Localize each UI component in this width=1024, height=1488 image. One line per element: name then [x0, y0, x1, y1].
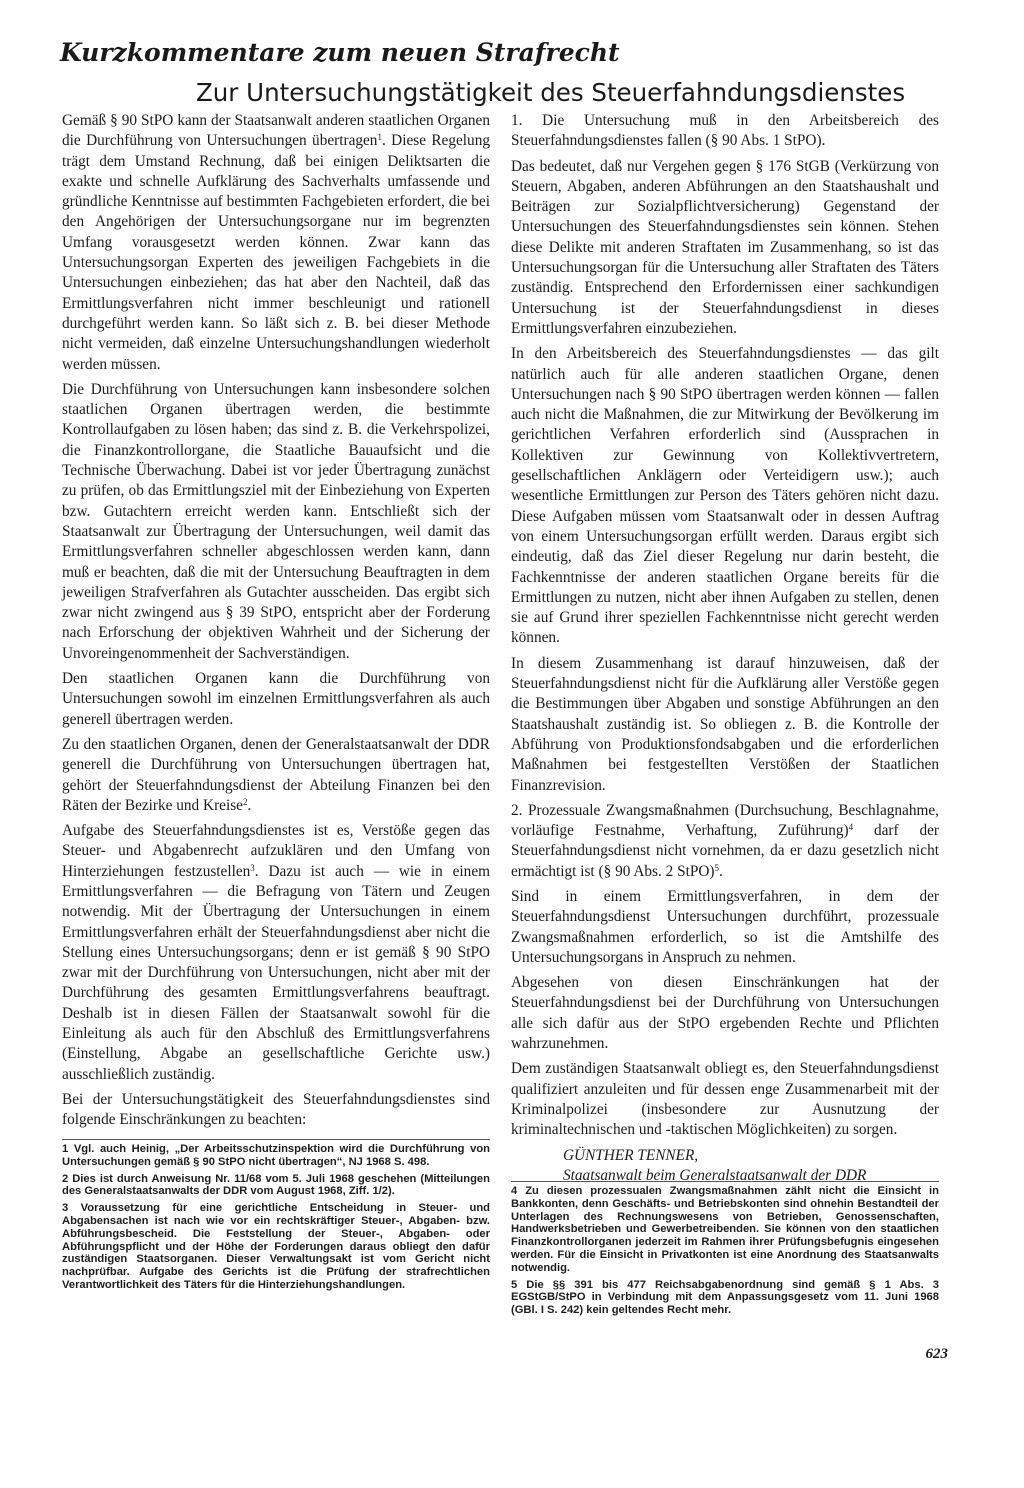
- paragraph: In diesem Zusammenhang ist darauf hinzuweisen, daß der Steuerfahndungsdienst nicht für die Aufklärung aller Verstöße gegen die Bestimmungen über Abgaben und sonstige Abführungen an den Staatshaushalt zuständig ist. So obliegen z. B. die Kontrolle der Abführung von Produktionsfondsabgaben und die erforderlichen Maßnahmen bei festgestellten Verstößen der Staatlichen Finanzrevision.: [511, 654, 939, 794]
- paragraph-text: 2. Prozessuale Zwangsmaßnahmen (Durchsuchung, Beschlagnahme, vorläufige Festnahme, Verhaftung, Zuführung): [511, 801, 939, 840]
- footnote: 5 Die §§ 391 bis 477 Reichsabgabenordnung sind gemäß § 1 Abs. 3 EGStGB/StPO in Verbindung mit dem Anpassungsgesetz vom 11. Juni 1968 (GBl. I S. 242) kein geltendes Recht mehr.: [511, 1278, 939, 1317]
- paragraph-text: Aufgabe des Steuerfahndungsdienstes ist es, Verstöße gegen das Steuer- und Abgabenrecht aufzuklären und den Umfang von Hinterziehungen festzustellen: [62, 822, 490, 880]
- paragraph-text: . Dazu ist auch — wie in einem Ermittlungsverfahren — die Befragung von Tätern und Zeugen notwendig. Mit der Übertragung der Untersuchungen in einem Ermittlungsverfahren erhält der Steuerfahndungsdienst aber nicht die Stellung eines Untersuchungsorgans; denn er ist gemäß § 90 StPO zwar mit der Durchführung von Untersuchungen, nicht aber mit der Durchführung des gesamten Ermittlungsverfahrens beauftragt. Deshalb ist in diesen Fällen der Staatsanwalt sowohl für die Einleitung als auch für den Abschluß des Ermittlungsverfahrens (Einstellung, Abgabe an gesellschaftliche Gerichte usw.) ausschließlich zuständig.: [62, 862, 491, 1083]
- footnote-ref: 5: [714, 862, 720, 873]
- page-number: 623: [925, 1346, 948, 1362]
- paragraph: In den Arbeitsbereich des Steuerfahndungsdienstes — das gilt natürlich auch für alle anderen staatlichen Organe, denen Untersuchungen nach § 90 StPO übertragen werden können — fallen auch nicht die Maßnahmen, die zur Mitwirkung der Bevölkerung im gerichtlichen Verfahren erforderlich sind (Aussprachen in Kollektiven zur Gewinnung von Kollektivvertretern, gesellschaftlichen Anklägern oder Verteidigern usw.); auch wesentliche Ermittlungen zur Person des Täters gehören nicht dazu. Diese Aufgaben müssen vom Staatsanwalt oder in dessen Auftrag von einem Untersuchungsorgan erfüllt werden. Daraus ergibt sich eindeutig, daß das Ziel dieser Regelung nur darin besteht, die Fachkenntnisse der anderen staatlichen Organe bereits für die Ermittlungen zu nutzen, nicht aber ihnen Aufgaben zu stellen, denen sie auf Grund ihrer speziellen Fachkenntnisse nicht gerecht werden können.: [511, 345, 939, 647]
- paragraph: Dem zuständigen Staatsanwalt obliegt es, den Steuerfahndungsdienst qualifiziert anzuleiten und für dessen enge Zusammenarbeit mit der Kriminalpolizei (insbesondere zur Ausnutzung der kriminaltechnischen und -taktischen Möglichkeiten) zu sorgen.: [511, 1060, 939, 1139]
- paragraph-text: Zu den staatlichen Organen, denen der Generalstaatsanwalt der DDR generell die Durchführung von Untersuchungen übertragen hat, gehört der Steuerfahndungsdienst der Abteilung Finanzen bei den Räten der Bezirke und Kreise: [62, 735, 490, 814]
- author-name: GÜNTHER TENNER,: [563, 1146, 699, 1164]
- paragraph: Bei der Untersuchungstätigkeit des Steuerfahndungsdienstes sind folgende Einschränkungen zu beachten:: [62, 1090, 490, 1129]
- paragraph-text: .: [247, 796, 252, 814]
- footnote-ref: 2: [242, 796, 248, 807]
- footnote-ref: 3: [250, 862, 255, 873]
- footnotes-right: [511, 1181, 939, 1321]
- paragraph: Das bedeutet, daß nur Vergehen gegen § 176 StGB (Verkürzung von Steuern, Abgaben, anderen Abführungen an den Staatshaushalt und Beiträgen zur Sozialpflichtversicherung) Gegenstand der Untersuchungen des Steuerfahndungsdienstes sein können. Stehen diese Delikte mit anderen Straftaten im Zusammenhang, so ist das Untersuchungsorgan für die Untersuchung aller Straftaten des Täters zuständig. Entsprechend den Erfordernissen einer sachkundigen Untersuchung ist der Steuerfahndungsdienst in dieses Ermittlungsverfahren einzubeziehen.: [511, 157, 939, 337]
- footnote-ref: 1: [377, 132, 382, 143]
- author-role: Staatsanwalt beim Generalstaatsanwalt der DDR: [563, 1166, 867, 1184]
- paragraph: [511, 801, 939, 882]
- paragraph: 1. Die Untersuchung muß in den Arbeitsbereich des Steuerfahndungsdienstes fallen (§ 90 Abs. 1 StPO).: [511, 112, 939, 150]
- paragraph-text: . Diese Regelung trägt dem Umstand Rechnung, daß bei einigen Deliktsarten die exakte und schnelle Aufklärung des Sachverhalts umfassende und gründliche Kenntnisse auf bestimmten Fachgebieten erfordert, die bei den Angehörigen der Untersuchungsorgane nur im begrenzten Umfang vorausgesetzt werden können. Zwar kann das Untersuchungsorgan Experten des jeweiligen Fachgebiets in die Untersuchungen einbeziehen; das hat aber den Nachteil, daß das Ermittlungsverfahren nicht immer beschleunigt und rationell durchgeführt werden kann. So läßt sich z. B. bei dieser Methode nicht vermeiden, daß einzelne Untersuchungshandlungen wiederholt werden müssen.: [62, 132, 490, 373]
- footnote: 1 Vgl. auch Heinig, „Der Arbeitsschutzinspektion wird die Durchführung von Untersuchungen gemäß § 90 StPO nicht übertragen“, NJ 1968 S. 498.: [62, 1143, 490, 1168]
- footnotes-left: [62, 1139, 490, 1296]
- paragraph: Abgesehen von diesen Einschränkungen hat der Steuerfahndungsdienst bei der Durchführung von Untersuchungen alle sich dafür aus der StPO ergebenden Rechte und Pflichten wahrzunehmen.: [511, 974, 939, 1053]
- paragraph: Sind in einem Ermittlungsverfahren, in dem der Steuerfahndungsdienst Untersuchungen durchführt, prozessuale Zwangsmaßnahmen erforderlich, so ist die Amtshilfe des Untersuchungsorgans in Anspruch zu nehmen.: [511, 887, 939, 966]
- left-column: [62, 111, 490, 1136]
- footnote: 2 Dies ist durch Anweisung Nr. 11/68 vom 5. Juli 1968 geschehen (Mitteilungen des Generalstaatsanwalts der DDR vom August 1968, Ziff. 1/2).: [62, 1172, 490, 1198]
- paragraph-text: .: [719, 862, 723, 880]
- article-title: Zur Untersuchungstätigkeit des Steuerfahndungsdienstes: [196, 78, 906, 107]
- footnote: 3 Voraussetzung für eine gerichtliche Entscheidung in Steuer- und Abgabensachen ist nach wie vor ein rechtskräftiger Steuer-, Abgaben- bzw. Abführungsbescheid. Die Feststellung der Steuer-, Abgaben- oder Abführungspflicht und der Höhe der Forderungen daraus obliegt den dafür zuständigen Staatsorganen. Dieser Verwaltungsakt ist vom Gericht nicht nachprüfbar. Aufgabe des Gerichts ist die Prüfung der strafrechtlichen Verantwortlichkeit des Täters für die Hinterziehungshandlungen.: [62, 1202, 490, 1291]
- paragraph-text: Gemäß § 90 StPO kann der Staatsanwalt anderen staatlichen Organen die Durchführung von Untersuchungen übertragen: [62, 112, 490, 150]
- right-column: [511, 111, 939, 1186]
- series-title: Kurzkommentare zum neuen Strafrecht: [60, 38, 620, 67]
- paragraph: Den staatlichen Organen kann die Durchführung von Untersuchungen sowohl im einzelnen Ermittlungsverfahren als auch generell übertragen werden.: [62, 670, 490, 728]
- footnote: 4 Zu diesen prozessualen Zwangsmaßnahmen zählt nicht die Einsicht in Bankkonten, denn Geschäfts- und Betriebskonten sind ohnehin Bestandteil der Unterlagen des Rechnungswesens von Betrieben, Genossenschaften, Handwerksbetrieben und Gewerbetreibenden. Sie können von den staatlichen Finanzkontrollorganen jederzeit im Rahmen ihrer Prüfungsbefugnis eingesehen werden. Für die Einsicht in Privatkonten ist eine Anordnung des Staatsanwalts notwendig.: [511, 1185, 939, 1274]
- paragraph: [62, 735, 490, 816]
- paragraph-text: darf der Steuerfahndungsdienst nicht vornehmen, da er dazu gesetzlich nicht ermächtigt ist (§ 90 Abs. 2 StPO): [511, 822, 939, 880]
- paragraph: [62, 111, 490, 375]
- paragraph: Die Durchführung von Untersuchungen kann insbesondere solchen staatlichen Organen übertragen werden, die bestimmte Kontrollaufgaben zu lösen haben; das sind z. B. die Verkehrspolizei, die Finanzkontrollorgane, die Staatliche Bauaufsicht und die Technische Überwachung. Dabei ist vor jeder Übertragung zunächst zu prüfen, ob das Ermittlungsziel mit der Einbeziehung von Experten bzw. Gutachtern erreicht werden kann. Entschließt sich der Staatsanwalt zur Übertragung der Untersuchungen, weil damit das Ermittlungsverfahren schneller abgeschlossen werden kann, dann muß er beachten, daß die mit der Untersuchung Beauftragten in dem jeweiligen Strafverfahren als Gutachter ausscheiden. Das ergibt sich zwar nicht zwingend aus § 39 StPO, entspricht aber der Forderung nach Erforschung der objektiven Wahrheit und der Sicherung der Unvoreingenommenheit der Sachverständigen.: [62, 380, 490, 662]
- footnote-ref: 4: [848, 822, 854, 833]
- paragraph: [62, 821, 490, 1085]
